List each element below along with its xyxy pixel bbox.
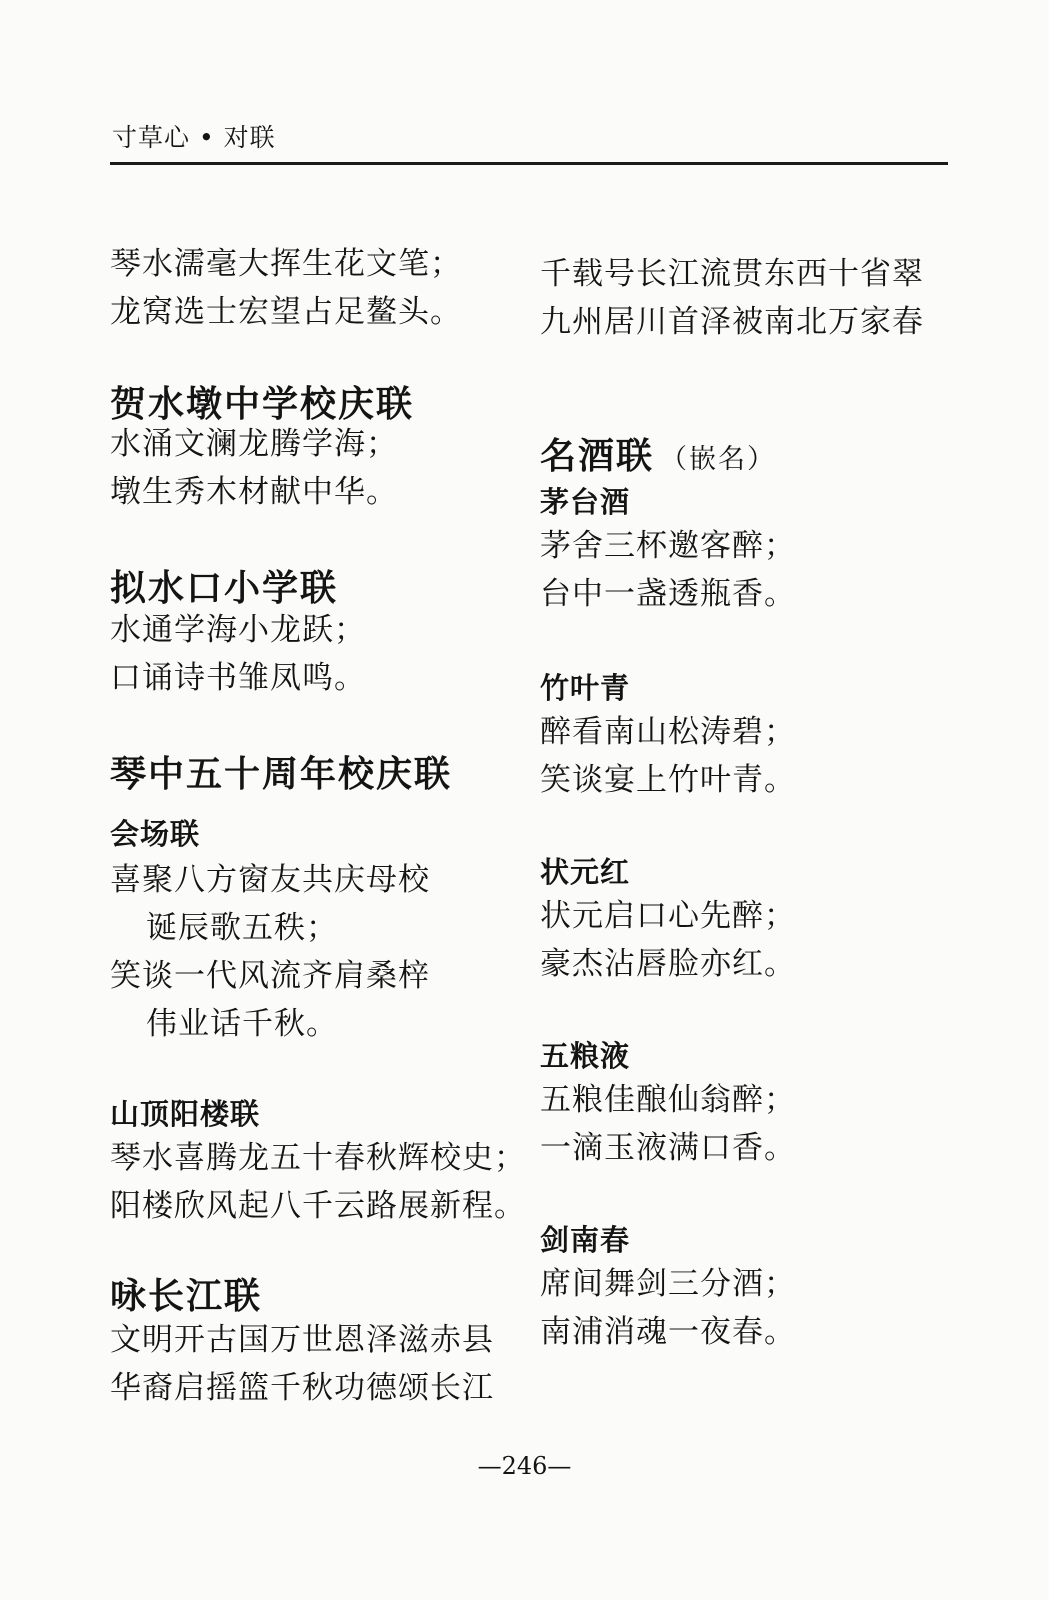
couplet	[110, 1134, 526, 1230]
couplet-line: 墩生秀木材献中华。	[110, 474, 398, 510]
couplet-line: 九州居川首泽被南北万家春	[540, 304, 924, 340]
couplet-line: 文明开古国万世恩泽滋赤县	[110, 1322, 494, 1358]
couplet-continued	[540, 250, 924, 346]
couplet-line: 五粮佳酿仙翁醉；	[540, 1082, 796, 1118]
couplet-line: 席间舞剑三分酒；	[540, 1266, 796, 1302]
subsection-title: 会场联	[110, 817, 201, 851]
couplet-line: 琴水喜腾龙五十春秋辉校史；	[110, 1140, 526, 1176]
section-title: 琴中五十周年校庆联	[110, 754, 453, 795]
subsection-title: 竹叶青	[540, 671, 631, 705]
subsection-title: 茅台酒	[540, 485, 631, 519]
couplet-line: 笑谈一代风流齐肩桑梓	[110, 958, 430, 994]
couplet-line: 水涌文澜龙腾学海；	[110, 426, 398, 462]
subsection-title: 五粮液	[540, 1039, 631, 1073]
couplet-line: 口诵诗书雏凤鸣。	[110, 660, 366, 696]
section-title: 咏长江联	[110, 1276, 263, 1317]
couplet	[110, 856, 430, 1048]
couplet-line: 琴水濡毫大挥生花文笔；	[110, 246, 462, 282]
couplet-line: 诞辰歌五秩；	[146, 910, 338, 946]
couplet-line: 豪杰沾唇脸亦红。	[540, 946, 796, 982]
couplet-line: 龙窝选士宏望占足鳌头。	[110, 294, 462, 330]
couplet	[110, 1316, 494, 1412]
couplet-line: 千载号长江流贯东西十省翠	[540, 256, 924, 292]
running-head: 寸草心 • 对联	[112, 123, 276, 152]
section-title-note: （嵌名）	[660, 444, 777, 475]
couplet-line: 一滴玉液满口香。	[540, 1130, 796, 1166]
subsection-title: 山顶阳楼联	[110, 1097, 261, 1131]
couplet-line: 茅舍三杯邀客醉；	[540, 528, 796, 564]
couplet-line: 台中一盏透瓶香。	[540, 576, 796, 612]
couplet-line: 喜聚八方窗友共庆母校	[110, 862, 430, 898]
couplet-line: 醉看南山松涛碧；	[540, 714, 796, 750]
couplet	[110, 420, 398, 516]
section-title: 拟水口小学联	[110, 568, 339, 609]
section-title	[540, 428, 776, 479]
couplet	[540, 522, 796, 618]
subsection-title: 剑南春	[540, 1223, 631, 1257]
couplet-line: 伟业话千秋。	[146, 1006, 338, 1042]
couplet-line: 状元启口心先醉；	[540, 898, 796, 934]
couplet-line: 水通学海小龙跃；	[110, 612, 366, 648]
subsection-title: 状元红	[540, 855, 631, 889]
couplet-line: 笑谈宴上竹叶青。	[540, 762, 796, 798]
section-title-text: 名酒联	[540, 436, 655, 477]
couplet	[540, 1076, 796, 1172]
couplet	[540, 708, 796, 804]
couplet-line: 华裔启摇篮千秋功德颂长江	[110, 1370, 494, 1406]
section-title: 贺水墩中学校庆联	[110, 384, 415, 425]
couplet-line: 南浦消魂一夜春。	[540, 1314, 796, 1350]
header-rule	[110, 162, 948, 165]
couplet	[540, 892, 796, 988]
page-number: —246—	[477, 1452, 572, 1480]
couplet-continued	[110, 240, 462, 336]
couplet	[540, 1260, 796, 1356]
couplet	[110, 606, 366, 702]
couplet-line: 阳楼欣风起八千云路展新程。	[110, 1188, 526, 1224]
